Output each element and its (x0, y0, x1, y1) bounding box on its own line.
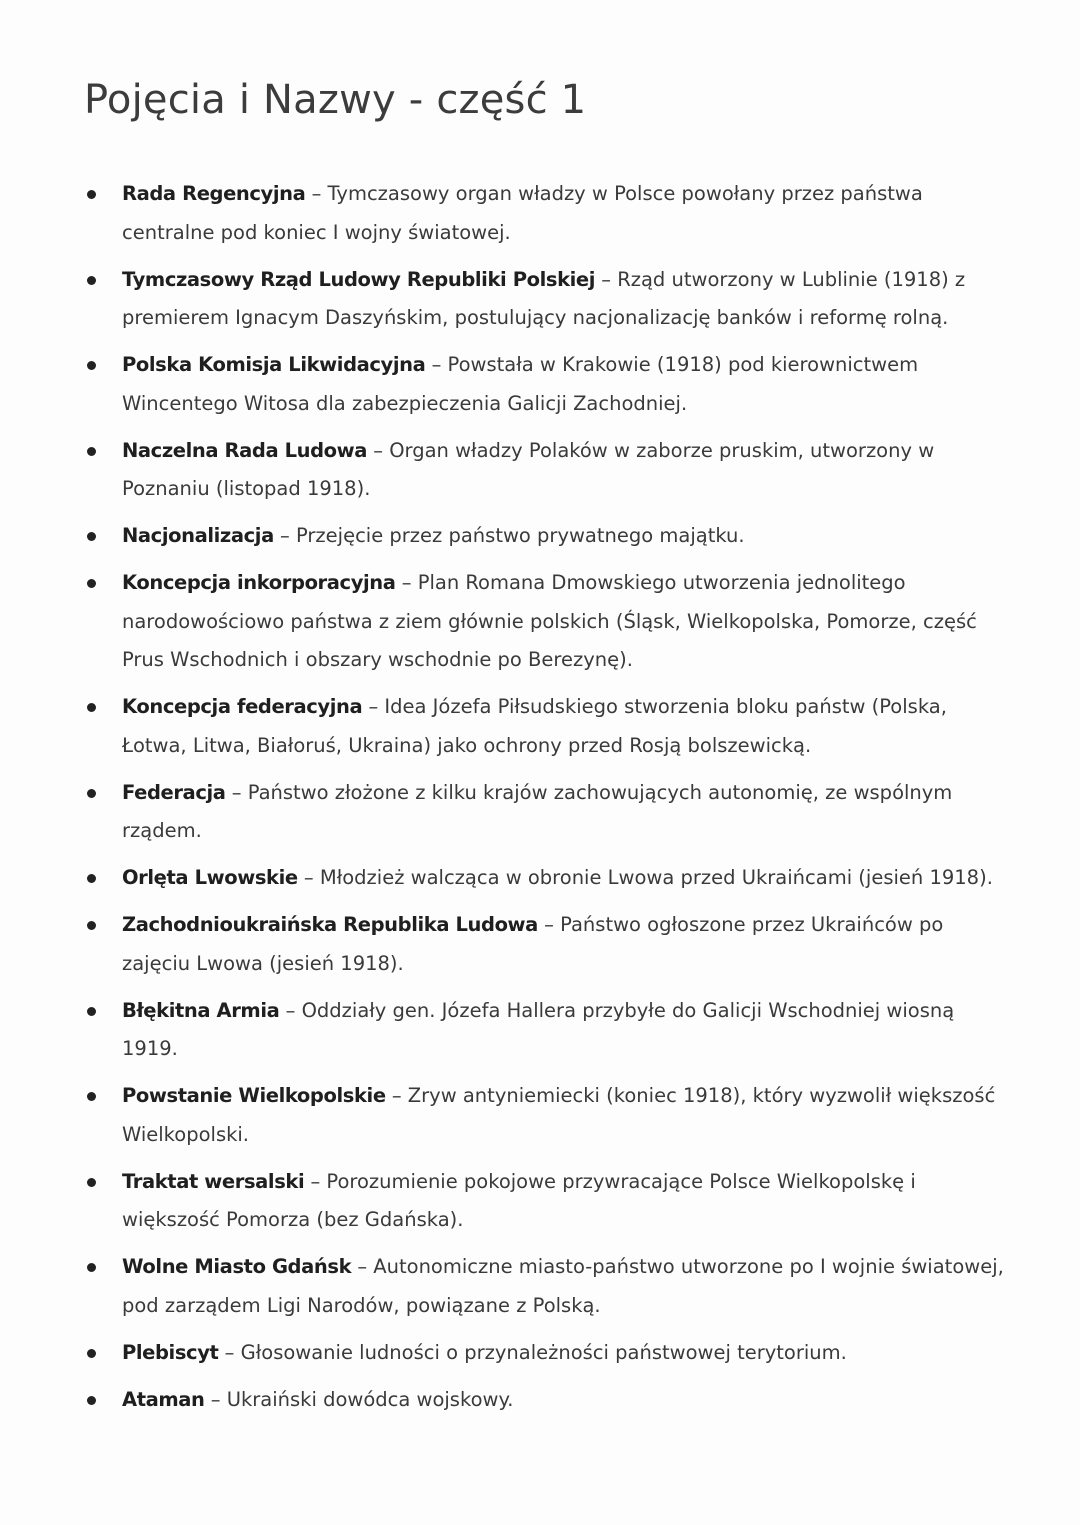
list-item (84, 175, 1004, 252)
list-item (84, 261, 1004, 338)
term-separator: – (367, 438, 390, 462)
bullet-icon (87, 447, 96, 456)
bullet-icon (87, 190, 96, 199)
list-item (84, 774, 1004, 851)
term-name: Rada Regencyjna (122, 182, 306, 205)
term-name: Ataman (122, 1387, 205, 1411)
term-name: Koncepcja federacyjna (122, 695, 363, 718)
bullet-icon (87, 1263, 96, 1272)
term-definition: Państwo złożone z kilku krajów zachowujących autonomię, ze wspólnym rządem. (122, 780, 953, 842)
bullet-icon (87, 789, 96, 798)
term-definition: Idea Józefa Piłsudskiego stworzenia bloku państw (Polska, Łotwa, Litwa, Białoruś, Ukraina) jako ochrony przed Rosją bolszewicką. (122, 695, 947, 757)
term-name: Federacja (122, 780, 226, 804)
term-name: Orlęta Lwowskie (122, 866, 298, 889)
list-item (84, 432, 1004, 509)
list-item (84, 564, 1004, 680)
bullet-icon (87, 532, 96, 541)
term-separator: – (297, 866, 320, 889)
list-item (84, 906, 1004, 983)
bullet-icon (87, 276, 96, 285)
list-item (84, 517, 1004, 556)
term-definition: Porozumienie pokojowe przywracające Polsce Wielkopolskę i większość Pomorza (bez Gdańska). (122, 1169, 916, 1231)
list-item (84, 1381, 1004, 1420)
term-separator: – (305, 182, 328, 205)
bullet-icon (87, 1178, 96, 1187)
list-item (84, 346, 1004, 423)
term-name: Plebiscyt (122, 1340, 219, 1364)
term-separator: – (595, 267, 618, 291)
term-definition: Głosowanie ludności o przynależności państwowej terytorium. (240, 1340, 847, 1364)
term-definition: Ukraiński dowódca wojskowy. (226, 1387, 514, 1411)
bullet-icon (87, 874, 96, 883)
term-definition: Autonomiczne miasto-państwo utworzone po I wojnie światowej, pod zarządem Ligi Narodów, powiązane z Polską. (122, 1255, 1004, 1317)
list-item (84, 1248, 1004, 1325)
terms-list (84, 175, 1004, 1428)
term-separator: – (351, 1255, 374, 1278)
term-separator: – (304, 1169, 327, 1193)
term-name: Błękitna Armia (122, 998, 280, 1022)
term-name: Tymczasowy Rząd Ludowy Republiki Polskiej (122, 267, 596, 291)
term-definition: Organ władzy Polaków w zaborze pruskim, utworzony w Poznaniu (listopad 1918). (122, 438, 935, 500)
term-separator: – (362, 695, 385, 718)
term-definition: Rząd utworzony w Lublinie (1918) z premierem Ignacym Daszyńskim, postulujący nacjonalizację banków i reformę rolną. (122, 267, 966, 329)
page-title: Pojęcia i Nazwy - część 1 (84, 77, 587, 123)
term-definition: Przejęcie przez państwo prywatnego majątku. (296, 524, 745, 547)
term-separator: – (385, 1084, 408, 1107)
term-definition: Plan Romana Dmowskiego utworzenia jednolitego narodowościowo państwa z ziem głównie polskich (Śląsk, Wielkopolska, Pomorze, część Prus Wschodnich i obszary wschodnie po Berezynę). (122, 571, 977, 671)
term-name: Wolne Miasto Gdańsk (122, 1255, 352, 1278)
bullet-icon (87, 579, 96, 588)
term-name: Nacjonalizacja (122, 524, 274, 547)
bullet-icon (87, 921, 96, 930)
term-separator: – (425, 353, 448, 376)
list-item (84, 992, 1004, 1069)
bullet-icon (87, 1007, 96, 1016)
term-name: Koncepcja inkorporacyjna (122, 571, 396, 594)
term-separator: – (204, 1387, 227, 1411)
term-name: Powstanie Wielkopolskie (122, 1084, 386, 1107)
list-item (84, 1077, 1004, 1154)
term-name: Naczelna Rada Ludowa (122, 438, 368, 462)
term-name: Traktat wersalski (122, 1169, 305, 1193)
term-separator: – (395, 571, 418, 594)
term-name: Polska Komisja Likwidacyjna (122, 353, 426, 376)
list-item (84, 859, 1004, 898)
list-item (84, 1163, 1004, 1240)
bullet-icon (87, 1349, 96, 1358)
bullet-icon (87, 1092, 96, 1101)
term-separator: – (225, 780, 248, 804)
list-item (84, 1334, 1004, 1373)
bullet-icon (87, 703, 96, 712)
term-definition: Oddziały gen. Józefa Hallera przybyłe do Galicji Wschodniej wiosną 1919. (122, 998, 955, 1060)
term-separator: – (279, 998, 302, 1022)
term-definition: Powstała w Krakowie (1918) pod kierownictwem Wincentego Witosa dla zabezpieczenia Galicji Zachodniej. (122, 353, 919, 415)
bullet-icon (87, 361, 96, 370)
term-separator: – (273, 524, 296, 547)
term-definition: Młodzież walcząca w obronie Lwowa przed Ukraińcami (jesień 1918). (319, 866, 993, 889)
term-separator: – (218, 1340, 241, 1364)
term-definition: Zryw antyniemiecki (koniec 1918), który wyzwolił większość Wielkopolski. (122, 1084, 996, 1146)
term-definition: Tymczasowy organ władzy w Polsce powołany przez państwa centralne pod koniec I wojny światowej. (122, 182, 923, 244)
list-item (84, 688, 1004, 765)
term-name: Zachodnioukraińska Republika Ludowa (122, 913, 538, 936)
term-separator: – (537, 913, 561, 936)
bullet-icon (87, 1396, 96, 1405)
term-definition: Państwo ogłoszone przez Ukraińców po zajęciu Lwowa (jesień 1918). (122, 913, 944, 975)
